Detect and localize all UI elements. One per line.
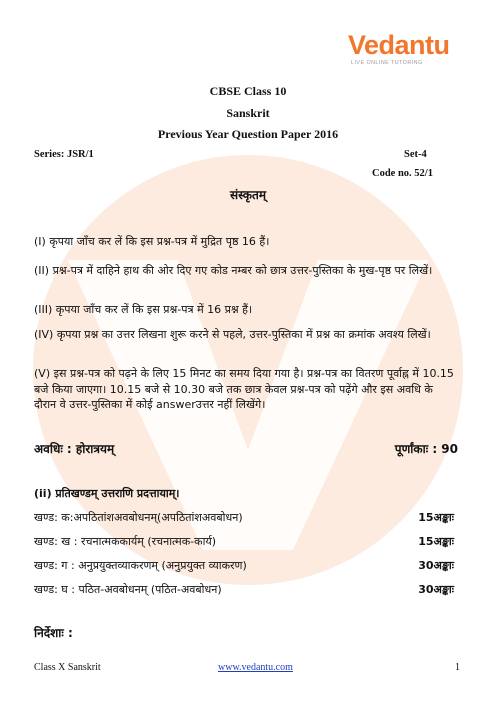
section-label: खण्ड: ग : अनुप्रयुक्तव्याकरणम् (अनुप्रयुक्त व्याकरण): [34, 559, 247, 572]
series-label: Series: JSR/1: [34, 149, 94, 160]
page-number: 1: [455, 662, 460, 673]
section-marks: 30अङ्काः: [418, 559, 454, 572]
footer-link[interactable]: www.vedantu.com: [218, 662, 293, 673]
footer-left: Class X Sanskrit: [34, 662, 101, 673]
instruction-1: (I) कृपया जाँच कर लें कि इस प्रश्न-पत्र में मुद्रित पृष्ठ 16 हैं।: [34, 235, 270, 248]
section-row: [34, 582, 454, 597]
instruction-4: (IV) कृपया प्रश्न का उत्तर लिखना शुरू करने से पहले, उत्तर-पुस्तिका में प्रश्न का क्रमांक अवश्य लिखें।: [34, 328, 431, 341]
instruction-3: (III) कृपया जाँच कर लें कि इस प्रश्न-पत्र में 16 प्रश्न हैं।: [34, 303, 253, 316]
total-marks-label: पूर्णांकाः : 90: [394, 442, 458, 456]
doc-title: CBSE Class 10: [209, 84, 287, 98]
section-row: [34, 558, 454, 573]
doc-paper: Previous Year Question Paper 2016: [157, 127, 339, 141]
section-marks: 30अङ्काः: [418, 583, 454, 596]
section-row: [34, 534, 454, 549]
section-label: खण्ड: ख : रचनात्मककार्यम् (रचनात्मक-कार्य): [34, 535, 217, 548]
directions-label: निर्देशाः :: [34, 626, 73, 640]
vedantu-logo: [348, 30, 468, 70]
section-title: संस्कृतम्: [229, 188, 266, 202]
instruction-2: (II) प्रश्न-पत्र में दाहिने हाथ की ओर दिए गए कोड नम्बर को छात्र उत्तर-पुस्तिका के मुख-पृष्ठ पर लिखें।: [34, 264, 433, 277]
section-marks: 15अङ्काः: [418, 511, 454, 524]
duration-label: अवधिः : होरात्रयम्: [34, 442, 115, 456]
set-label: Set-4: [404, 149, 427, 160]
logo-tagline: LIVE ONLINE TUTORING: [351, 60, 423, 66]
section-label: खण्ड: क:अपठितांशअवबोधनम्(अपठितांशअवबोधन): [34, 511, 243, 524]
instruction-5: (V) इस प्रश्न-पत्र को पढ़ने के लिए 15 मिनट का समय दिया गया है। प्रश्न-पत्र का वितरण पूर्वाह्न में 10.15 बजे किया जाएगा। 10.15 बजे से 10.30 बजे तक छात्र केवल प्रश्न-पत्र को पढ़ेंगे और इस अवधि के दौरान वे उत्तर-पुस्तिका में कोई answerउत्तर नहीं लिखेंगे।: [34, 367, 454, 411]
doc-subject: Sanskrit: [226, 106, 270, 120]
sections-heading: (ii) प्रतिखण्डम् उत्तराणि प्रदत्तायाम्।: [34, 487, 180, 500]
section-marks: 15अङ्काः: [418, 535, 454, 548]
code-label: Code no. 52/1: [372, 168, 433, 179]
logo-wordmark: Vedantu: [348, 30, 450, 60]
section-label: खण्ड: घ : पठित-अवबोधनम् (पठित-अवबोधन): [34, 583, 222, 596]
section-row: [34, 510, 454, 525]
